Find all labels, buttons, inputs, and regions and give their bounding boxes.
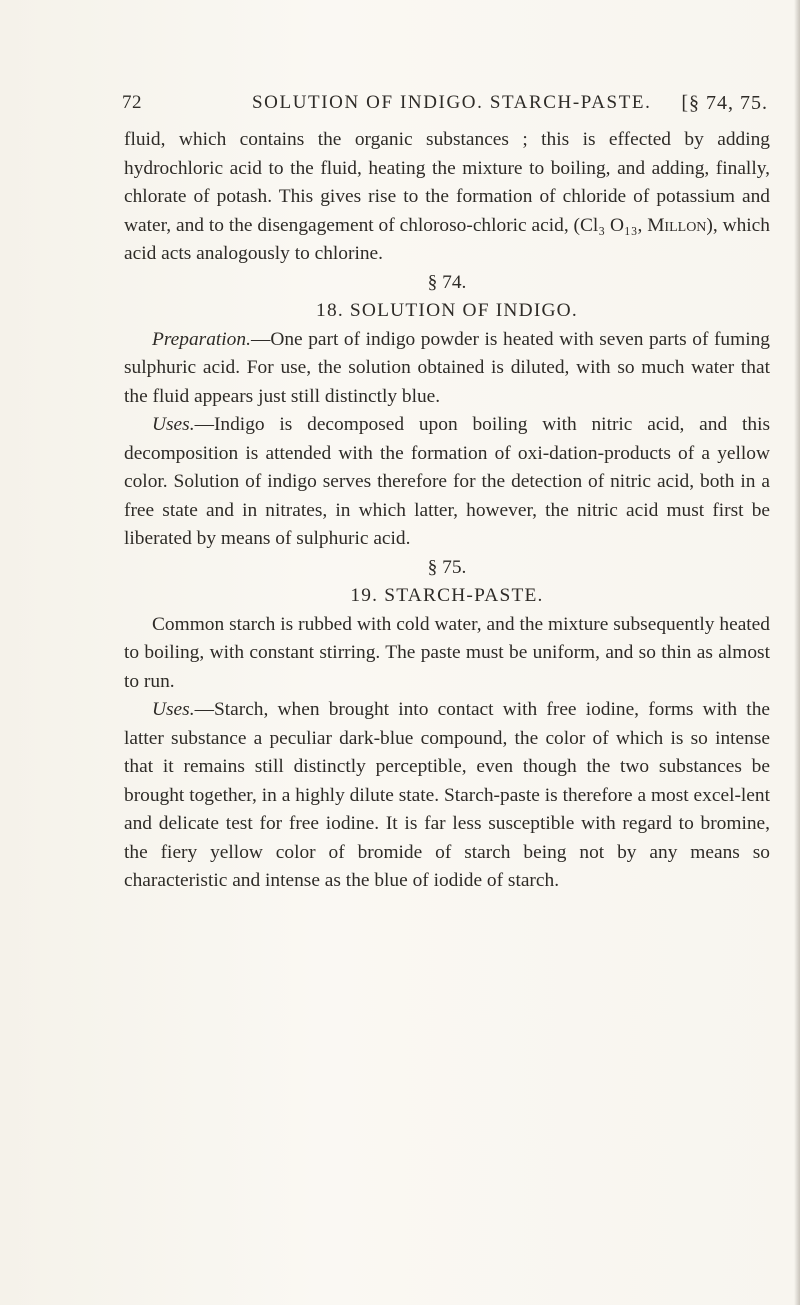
running-title: SOLUTION OF INDIGO. STARCH-PASTE.	[252, 92, 652, 113]
intro-text-after: ), which acid acts analogously to chlorine.	[124, 214, 770, 264]
uses-label: Uses.	[152, 414, 195, 435]
page-body	[124, 126, 770, 896]
section-reference: [§ 74, 75.	[681, 92, 768, 114]
intro-text-before: fluid, which contains the organic substances ; this is effected by adding hydrochloric acid to the fluid, heating the mixture to boiling, and adding, finally, chlorate of potash. This gives rise to the formation of chloride of potassium and water, and to the disengagement of chloroso-chloric acid, (Cl₃ O₁₃,	[124, 129, 770, 236]
section-74-heading: 18. SOLUTION OF INDIGO.	[316, 300, 578, 321]
uses-text: —Indigo is decomposed upon boiling with nitric acid, and this decomposition is attended with the formation of oxi-dation-products of a yellow color. Solution of indigo serves therefore for the detection of nitric acid, both in a free state and in nitrates, in which latter, however, the nitric acid must first be liberated by means of sulphuric acid.	[124, 414, 770, 549]
preparation-text: —One part of indigo powder is heated with seven parts of fuming sulphuric acid. For use, the solution obtained is diluted, with so much water that the fluid appears just still distinctly blue.	[124, 328, 770, 407]
section-75-number: § 75.	[427, 556, 467, 578]
running-header	[122, 92, 768, 120]
section-74-preparation	[124, 326, 770, 412]
section-75-preparation: Common starch is rubbed with cold water, and the mixture subsequently heated to boiling, with constant stirring. The paste must be uniform, and so thin as almost to run.	[124, 613, 770, 692]
page-edge-shadow	[794, 0, 800, 1305]
section-74-number: § 74.	[427, 271, 467, 293]
page-number: 72	[122, 92, 142, 113]
uses-text: —Starch, when brought into contact with free iodine, forms with the latter substance a peculiar dark-blue compound, the color of which is so intense that it remains still distinctly perceptible, even though the two substances be brought together, in a highly dilute state. Starch-paste is therefore a most excel-lent and delicate test for free iodine. It is far less susceptible with regard to bromine, the fiery yellow color of bromide of starch being not by any means so characteristic and intense as the blue of iodide of starch.	[124, 699, 770, 891]
section-75-uses	[124, 696, 770, 896]
preparation-label: Preparation.	[152, 328, 251, 350]
section-75-heading: 19. STARCH-PASTE.	[350, 585, 544, 606]
section-74-uses	[124, 411, 770, 554]
intro-paragraph	[124, 126, 770, 269]
uses-label: Uses.	[152, 699, 195, 720]
author-name: Millon	[647, 214, 707, 236]
